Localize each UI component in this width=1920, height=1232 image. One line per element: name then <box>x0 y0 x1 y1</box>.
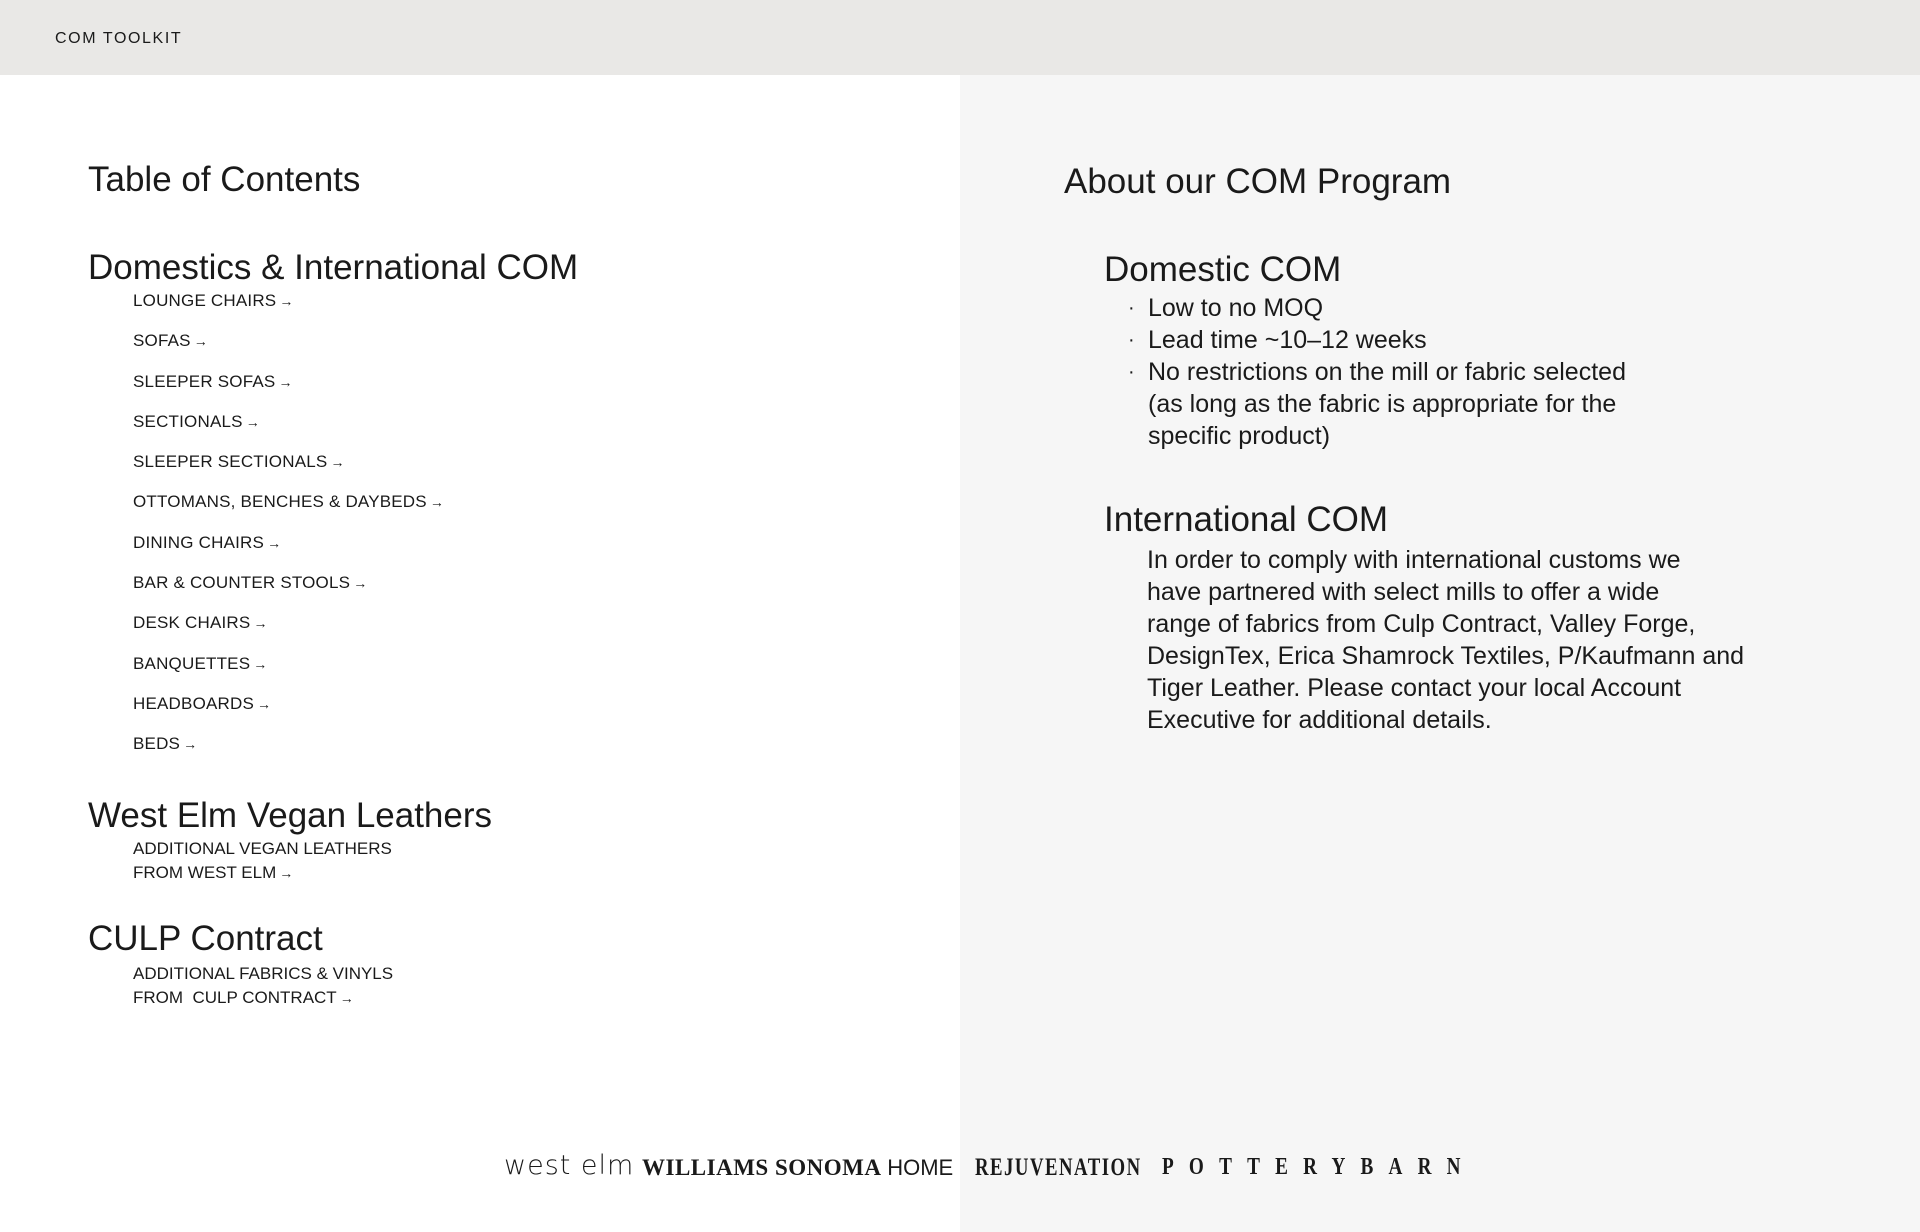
toc-link-lounge-chairs[interactable] <box>133 289 578 329</box>
toc-link-label: DINING CHAIRS <box>133 532 265 552</box>
toc-domestic-heading: Domestics & International COM <box>88 248 579 287</box>
paragraph-line: DesignTex, Erica Shamrock Textiles, P/Kaufmann and <box>1147 642 1745 670</box>
toc-link-label: SECTIONALS <box>133 411 243 431</box>
toc-link-sectionals[interactable] <box>133 410 578 450</box>
toc-link-sleeper-sofas[interactable] <box>133 370 578 410</box>
logo-text: HOME <box>887 1155 954 1180</box>
arrow-right-icon: → <box>253 615 268 632</box>
bullet-item <box>1128 356 1844 388</box>
toc-link-label: BANQUETTES <box>133 653 251 673</box>
arrow-right-icon: → <box>429 494 445 511</box>
toc-link-label: OTTOMANS, BENCHES & DAYBEDS <box>133 492 427 512</box>
west-elm-logo: west elm <box>504 1150 635 1181</box>
toc-title: Table of Contents <box>88 160 361 199</box>
toc-culp-heading: CULP Contract <box>88 919 323 958</box>
toc-domestic-list <box>88 289 578 773</box>
toc-link-label: ADDITIONAL VEGAN LEATHERS <box>133 839 392 858</box>
toc-link-label: FROM CULP CONTRACT <box>133 988 337 1007</box>
logo-text: WILLIAMS SONOMA <box>642 1155 882 1180</box>
arrow-right-icon: → <box>279 865 294 881</box>
pottery-barn-logo: POTTERYBARN <box>1162 1154 1476 1180</box>
international-com-section <box>1104 498 1864 736</box>
toc-link-label: HEADBOARDS <box>133 693 255 713</box>
paragraph-line: have partnered with select mills to offer a wide <box>1147 578 1660 606</box>
arrow-right-icon: → <box>257 695 272 712</box>
brand-logos <box>0 1150 1920 1190</box>
toc-link-banquettes[interactable] <box>133 652 578 692</box>
arrow-right-icon: → <box>278 373 293 390</box>
toc-link-label: DESK CHAIRS <box>133 613 251 633</box>
domestic-com-section <box>1104 248 1844 452</box>
arrow-right-icon: → <box>339 990 354 1006</box>
toc-domestic-section <box>88 246 578 773</box>
arrow-right-icon: → <box>253 655 268 672</box>
bullet-dot-icon: · <box>1128 329 1135 351</box>
header-bar <box>0 0 1920 75</box>
toc-link-desk-chairs[interactable] <box>133 611 578 651</box>
toc-link-vegan-leathers[interactable] <box>88 837 492 885</box>
toc-link-label: BEDS <box>133 734 181 754</box>
domestic-com-bullets <box>1128 292 1844 452</box>
toc-link-label: SLEEPER SOFAS <box>133 371 276 391</box>
toc-link-label: BAR & COUNTER STOOLS <box>133 573 351 593</box>
domestic-com-heading: Domestic COM <box>1104 250 1342 289</box>
arrow-right-icon: → <box>193 333 208 350</box>
toc-link-label: LOUNGE CHAIRS <box>133 291 277 310</box>
bullet-text: No restrictions on the mill or fabric selected <box>1148 358 1626 386</box>
toc-link-ottomans-benches-daybeds[interactable] <box>133 490 578 530</box>
toc-link-beds[interactable] <box>133 732 578 772</box>
toc-link-sofas[interactable] <box>133 329 578 369</box>
bullet-text: (as long as the fabric is appropriate for the <box>1148 390 1617 418</box>
international-com-heading: International COM <box>1104 500 1389 539</box>
arrow-right-icon: → <box>353 575 368 592</box>
header-title: COM TOOLKIT <box>55 30 183 47</box>
toc-link-sleeper-sectionals[interactable] <box>133 450 578 490</box>
bullet-continuation <box>1148 420 1844 452</box>
toc-culp-section <box>88 917 393 1010</box>
toc-vegan-heading: West Elm Vegan Leathers <box>88 796 493 835</box>
arrow-right-icon: → <box>279 293 294 309</box>
rejuvenation-logo: REJUVENATION <box>975 1154 1142 1181</box>
bullet-dot-icon: · <box>1128 297 1135 319</box>
arrow-right-icon: → <box>330 454 345 471</box>
paragraph-line: In order to comply with international customs we <box>1147 546 1681 574</box>
toc-link-bar-counter-stools[interactable] <box>133 571 578 611</box>
toc-link-dining-chairs[interactable] <box>133 531 578 571</box>
bullet-continuation <box>1148 388 1844 420</box>
toc-link-label: ADDITIONAL FABRICS & VINYLS <box>133 964 394 983</box>
paragraph-line: Executive for additional details. <box>1147 706 1492 734</box>
international-com-description <box>1147 544 1864 736</box>
bullet-item <box>1128 324 1844 356</box>
bullet-text: specific product) <box>1148 422 1331 450</box>
toc-link-label: SLEEPER SECTIONALS <box>133 452 328 472</box>
bullet-dot-icon: · <box>1128 361 1135 383</box>
arrow-right-icon: → <box>267 534 282 551</box>
paragraph-line: range of fabrics from Culp Contract, Valley Forge, <box>1147 610 1696 638</box>
toc-link-headboards[interactable] <box>133 692 578 732</box>
toc-link-label: SOFAS <box>133 331 191 351</box>
arrow-right-icon: → <box>183 736 198 753</box>
bullet-item <box>1128 292 1844 324</box>
bullet-text: Low to no MOQ <box>1148 294 1324 322</box>
williams-sonoma-home-logo <box>642 1155 953 1181</box>
paragraph-line: Tiger Leather. Please contact your local Account <box>1147 674 1682 702</box>
bullet-text: Lead time ~10–12 weeks <box>1148 326 1427 354</box>
about-title: About our COM Program <box>1064 162 1452 201</box>
arrow-right-icon: → <box>245 413 260 430</box>
toc-link-label: FROM WEST ELM <box>133 863 277 882</box>
toc-link-culp-contract[interactable] <box>88 962 393 1010</box>
toc-vegan-section <box>88 794 492 885</box>
